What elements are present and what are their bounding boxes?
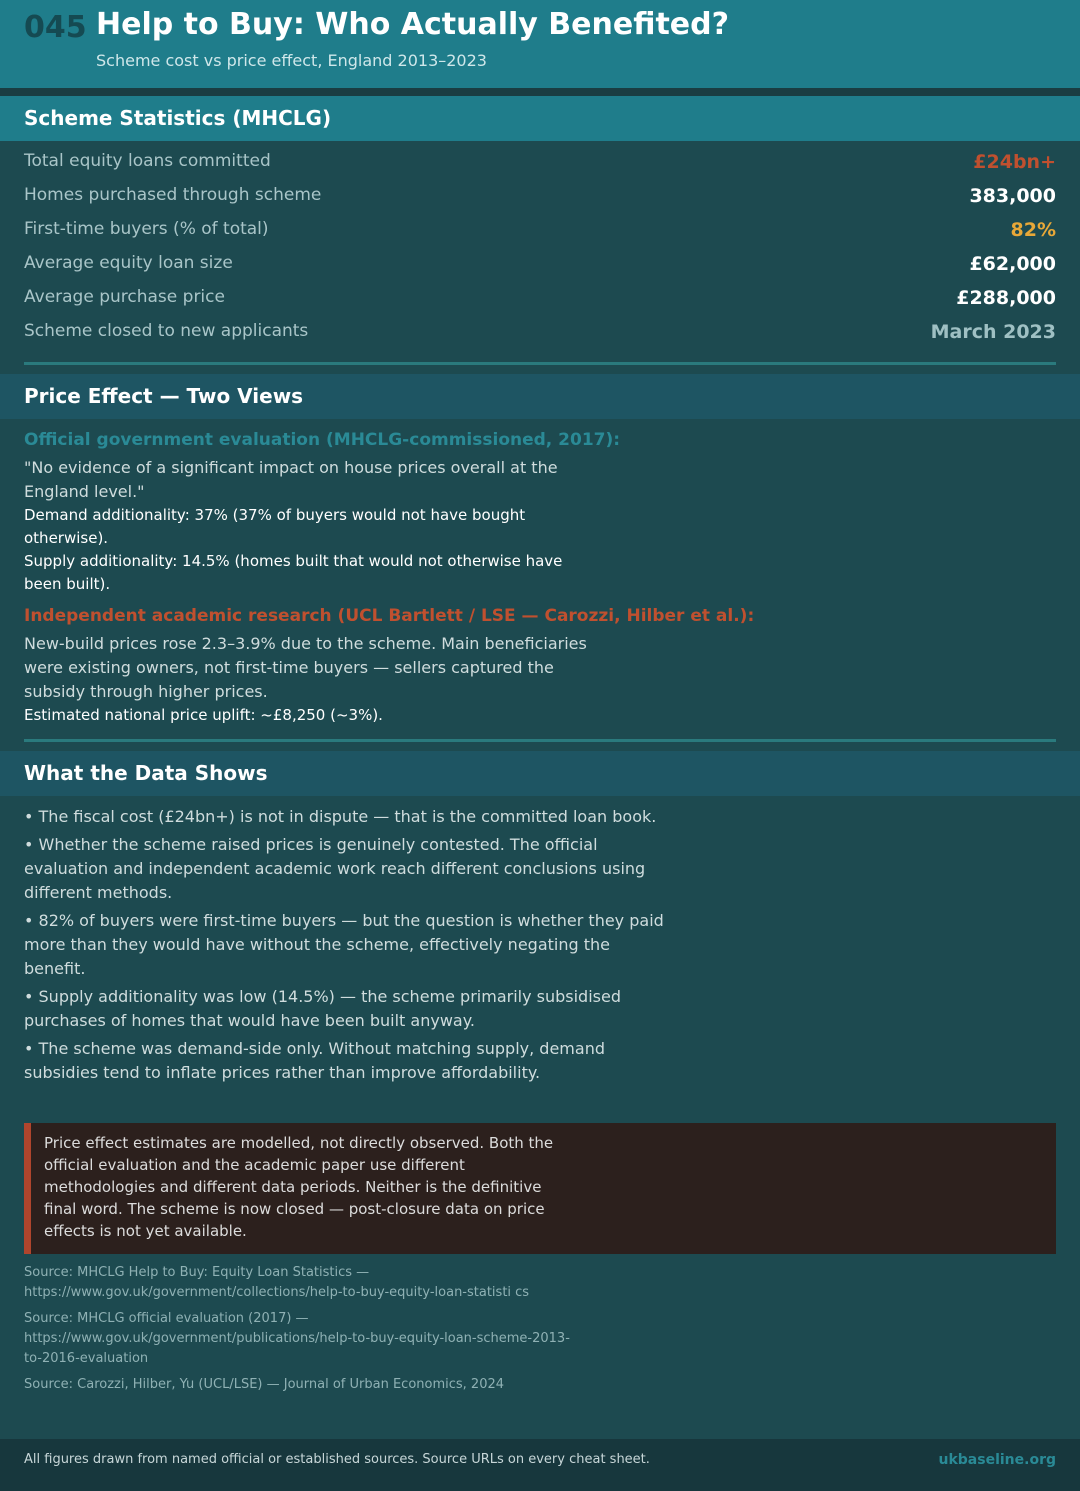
official-evaluation-heading: Official government evaluation (MHCLG-commissioned, 2017): (24, 430, 621, 450)
stat-label: Scheme closed to new applicants (24, 321, 309, 341)
list-item: • Whether the scheme raised prices is genuinely contested. The official evaluation and independent academic work reach different conclusions using different methods. (24, 835, 646, 902)
header-divider (0, 88, 1080, 96)
stat-label: Average purchase price (24, 287, 225, 307)
stat-value: £288,000 (956, 287, 1056, 309)
sources-list (24, 1263, 584, 1401)
list-item: • The fiscal cost (£24bn+) is not in dispute — that is the committed loan book. (24, 807, 657, 826)
stat-value: 383,000 (969, 185, 1056, 207)
stat-row (24, 151, 1056, 185)
stat-row (24, 219, 1056, 253)
academic-findings: New-build prices rose 2.3–3.9% due to the scheme. Main beneficiaries were existing owners, not first-time buyers — sellers captured the subsidy through higher prices. (24, 634, 587, 701)
stat-value: 82% (1010, 219, 1056, 241)
page-subtitle: Scheme cost vs price effect, England 2013–2023 (96, 51, 487, 70)
academic-research-heading: Independent academic research (UCL Bartlett / LSE — Carozzi, Hilber et al.): (24, 606, 755, 626)
page-title: Help to Buy: Who Actually Benefited? (96, 7, 730, 42)
stat-label: Total equity loans committed (24, 151, 271, 171)
footer-note: All figures drawn from named official or established sources. Source URLs on every cheat sheet. (24, 1452, 650, 1467)
findings-list (24, 805, 664, 1089)
list-item: • Supply additionality was low (14.5%) — the scheme primarily subsidised purchases of homes that would have been built anyway. (24, 987, 621, 1030)
stat-label: Average equity loan size (24, 253, 233, 273)
stat-row (24, 287, 1056, 321)
source-citation: Source: Carozzi, Hilber, Yu (UCL/LSE) — Journal of Urban Economics, 2024 (24, 1377, 505, 1392)
site-link[interactable]: ukbaseline.org (938, 1452, 1056, 1468)
official-quote: "No evidence of a significant impact on house prices overall at the England level." (24, 458, 558, 501)
page-footer (0, 1439, 1080, 1491)
stat-label: First-time buyers (% of total) (24, 219, 269, 239)
price-uplift: Estimated national price uplift: ~£8,250 (~3%). (24, 706, 383, 724)
demand-additionality: Demand additionality: 37% (37% of buyers would not have bought otherwise). (24, 506, 526, 547)
official-evaluation-block (24, 430, 664, 596)
section-heading-statistics: Scheme Statistics (MHCLG) (0, 96, 1080, 141)
source-citation: Source: MHCLG Help to Buy: Equity Loan Statistics — https://www.gov.uk/government/collections/help-to-buy-equity-loan-statisti cs (24, 1265, 530, 1300)
stat-value: £24bn+ (973, 151, 1056, 173)
stat-value: £62,000 (969, 253, 1056, 275)
list-item: • 82% of buyers were first-time buyers — but the question is whether they paid more than they would have without the scheme, effectively negating the benefit. (24, 911, 664, 978)
stat-row (24, 185, 1056, 219)
supply-additionality: Supply additionality: 14.5% (homes built that would not otherwise have been built). (24, 552, 563, 593)
stat-value: March 2023 (930, 321, 1056, 343)
source-citation: Source: MHCLG official evaluation (2017) — https://www.gov.uk/government/publications/help-to-buy-equity-loan-scheme-2013-to-2016-evaluation (24, 1311, 570, 1366)
academic-research-block (24, 606, 824, 727)
stat-row (24, 253, 1056, 287)
caveat-note (24, 1123, 1056, 1254)
section-divider (24, 362, 1056, 365)
list-item: • The scheme was demand-side only. Without matching supply, demand subsidies tend to inflate prices rather than improve affordability. (24, 1039, 605, 1082)
section-heading-data-shows: What the Data Shows (0, 751, 1080, 796)
caveat-text: Price effect estimates are modelled, not directly observed. Both the official evaluation and the academic paper use different methodologies and different data periods. Neither is the definitive final word. The scheme is now closed — post-closure data on price effects is not yet available. (44, 1134, 554, 1240)
section-divider (24, 739, 1056, 742)
page-header (0, 0, 1080, 88)
section-heading-price-effect: Price Effect — Two Views (0, 374, 1080, 419)
sheet-number: 045 (24, 10, 87, 45)
stat-row (24, 321, 1056, 355)
stat-label: Homes purchased through scheme (24, 185, 322, 205)
